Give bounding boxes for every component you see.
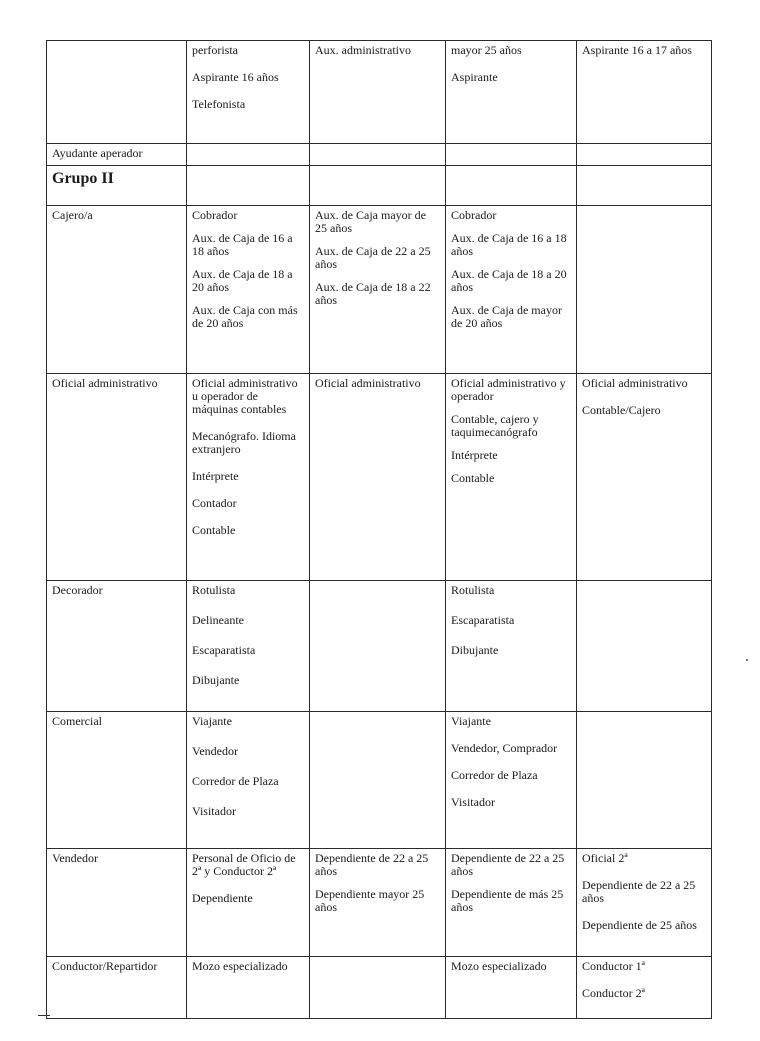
category-cell: Vendedor xyxy=(47,849,187,957)
cell-item-list xyxy=(451,960,571,973)
scan-mark xyxy=(38,1015,50,1016)
list-item: Conductor 1ª xyxy=(582,959,645,973)
list-item: Contador xyxy=(192,496,237,510)
table-cell-col-4 xyxy=(446,849,577,957)
table-cell-col-4 xyxy=(446,957,577,1019)
cell-item-list xyxy=(582,44,706,57)
category-cell: Oficial administrativo xyxy=(47,374,187,581)
table-cell-col-2 xyxy=(187,374,310,581)
table-cell-col-5 xyxy=(577,849,712,957)
table-cell-col-2 xyxy=(187,712,310,849)
cell-item-list xyxy=(315,377,440,390)
list-item: Aux. de Caja de 16 a 18 años xyxy=(451,231,567,258)
list-item: Oficial 2ª xyxy=(582,851,628,865)
table-cell-col-4 xyxy=(446,144,577,166)
table-cell-col-3 xyxy=(310,206,446,374)
list-item: Aspirante 16 años xyxy=(192,70,279,84)
table-cell-col-3 xyxy=(310,712,446,849)
list-item: Mecanógrafo. Idioma extranjero xyxy=(192,429,296,456)
table-row xyxy=(47,144,712,166)
list-item: Aux. administrativo xyxy=(315,43,411,57)
table-cell-col-3 xyxy=(310,957,446,1019)
list-item: Visitador xyxy=(192,804,236,818)
list-item: mayor 25 años xyxy=(451,43,522,57)
list-item: Aux. de Caja de 18 a 20 años xyxy=(451,267,567,294)
list-item: Oficial administrativo xyxy=(315,376,421,390)
table-cell-col-3 xyxy=(310,166,446,206)
list-item: Dependiente mayor 25 años xyxy=(315,887,425,914)
cell-item-list xyxy=(451,584,571,657)
table-cell-col-3 xyxy=(310,41,446,144)
cell-item-list xyxy=(582,960,706,1000)
cell-item-list xyxy=(192,715,304,818)
list-item: perforista xyxy=(192,43,238,57)
list-item: Cobrador xyxy=(192,208,238,222)
list-item: Rotulista xyxy=(192,583,236,597)
table-cell-col-5 xyxy=(577,374,712,581)
list-item: Contable, cajero y taquimecanógrafo xyxy=(451,412,539,439)
category-cell: Decorador xyxy=(47,581,187,712)
list-item: Oficial administrativo y operador xyxy=(451,376,566,403)
cell-item-list xyxy=(192,44,304,111)
list-item: Dependiente de 22 a 25 años xyxy=(582,878,696,905)
cell-item-list xyxy=(192,852,304,905)
list-item: Contable/Cajero xyxy=(582,403,661,417)
table-cell-col-5 xyxy=(577,144,712,166)
list-item: Dependiente xyxy=(192,891,253,905)
table-row xyxy=(47,374,712,581)
list-item: Corredor de Plaza xyxy=(451,768,538,782)
list-item: Aux. de Caja de mayor de 20 años xyxy=(451,303,562,330)
list-item: Mozo especializado xyxy=(192,959,288,973)
cell-item-list xyxy=(315,209,440,307)
table-row xyxy=(47,206,712,374)
list-item: Vendedor, Comprador xyxy=(451,741,558,755)
list-item: Aux. de Caja de 18 a 20 años xyxy=(192,267,293,294)
list-item: Mozo especializado xyxy=(451,959,547,973)
list-item: Delineante xyxy=(192,613,244,627)
list-item: Personal de Oficio de 2ª y Conductor 2ª xyxy=(192,851,296,878)
category-cell: Conductor/Repartidor xyxy=(47,957,187,1019)
table-cell-col-2 xyxy=(187,581,310,712)
table-row xyxy=(47,712,712,849)
list-item: Oficial administrativo xyxy=(582,376,688,390)
list-item: Aux. de Caja mayor de 25 años xyxy=(315,208,426,235)
table-row xyxy=(47,166,712,206)
table-cell-col-3 xyxy=(310,144,446,166)
list-item: Escaparatista xyxy=(451,613,515,627)
scan-speck xyxy=(746,659,748,661)
list-item: Dependiente de 22 a 25 años xyxy=(451,851,565,878)
cell-item-list xyxy=(192,209,304,330)
category-cell: Ayudante aperador xyxy=(47,144,187,166)
table-row xyxy=(47,957,712,1019)
list-item: Aux. de Caja de 18 a 22 años xyxy=(315,280,431,307)
list-item: Dependiente de 25 años xyxy=(582,918,697,932)
list-item: Rotulista xyxy=(451,583,495,597)
table-cell-col-4 xyxy=(446,41,577,144)
table-cell-col-5 xyxy=(577,41,712,144)
table-cell-col-2 xyxy=(187,144,310,166)
list-item: Cobrador xyxy=(451,208,497,222)
table-cell-col-5 xyxy=(577,957,712,1019)
cell-item-list xyxy=(192,377,304,537)
table-cell-col-4 xyxy=(446,581,577,712)
cell-item-list xyxy=(582,852,706,932)
cell-item-list xyxy=(451,715,571,809)
table-cell-col-3 xyxy=(310,849,446,957)
list-item: Contable xyxy=(451,471,495,485)
table-row xyxy=(47,849,712,957)
table-cell-col-2 xyxy=(187,849,310,957)
list-item: Contable xyxy=(192,523,236,537)
list-item: Aux. de Caja con más de 20 años xyxy=(192,303,298,330)
list-item: Dependiente de 22 a 25 años xyxy=(315,851,429,878)
table-cell-col-4 xyxy=(446,374,577,581)
table-cell-col-2 xyxy=(187,166,310,206)
list-item: Intérprete xyxy=(192,469,239,483)
list-item: Visitador xyxy=(451,795,495,809)
cell-item-list xyxy=(451,209,571,330)
list-item: Dibujante xyxy=(192,673,240,687)
table-cell-col-3 xyxy=(310,374,446,581)
list-item: Aspirante xyxy=(451,70,498,84)
category-cell: Comercial xyxy=(47,712,187,849)
cell-item-list xyxy=(192,584,304,687)
table-cell-col-2 xyxy=(187,206,310,374)
cell-item-list xyxy=(451,377,571,485)
list-item: Viajante xyxy=(192,714,232,728)
list-item: Dibujante xyxy=(451,643,499,657)
table-cell-col-2 xyxy=(187,41,310,144)
table-cell-col-5 xyxy=(577,166,712,206)
list-item: Intérprete xyxy=(451,448,498,462)
cell-item-list xyxy=(451,852,571,914)
table-cell-col-5 xyxy=(577,581,712,712)
cell-item-list xyxy=(582,377,706,417)
cell-item-list xyxy=(451,44,571,84)
list-item: Conductor 2ª xyxy=(582,986,645,1000)
list-item: Dependiente de más 25 años xyxy=(451,887,564,914)
table-cell-col-3 xyxy=(310,581,446,712)
list-item: Vendedor xyxy=(192,744,238,758)
table-cell-col-5 xyxy=(577,712,712,849)
table-row xyxy=(47,41,712,144)
cell-item-list xyxy=(315,44,440,57)
list-item: Corredor de Plaza xyxy=(192,774,279,788)
table-cell-col-5 xyxy=(577,206,712,374)
list-item: Aux. de Caja de 22 a 25 años xyxy=(315,244,431,271)
list-item: Aux. de Caja de 16 a 18 años xyxy=(192,231,293,258)
cell-item-list xyxy=(315,852,440,914)
category-cell: Cajero/a xyxy=(47,206,187,374)
table-cell-col-4 xyxy=(446,712,577,849)
table-cell-col-4 xyxy=(446,206,577,374)
list-item: Aspirante 16 a 17 años xyxy=(582,43,692,57)
list-item: Oficial administrativo u operador de máquinas contables xyxy=(192,376,298,416)
list-item: Telefonista xyxy=(192,97,246,111)
table-row xyxy=(47,581,712,712)
category-equivalence-table xyxy=(46,40,712,1019)
cell-item-list xyxy=(192,960,304,973)
list-item: Escaparatista xyxy=(192,643,256,657)
table-cell-col-2 xyxy=(187,957,310,1019)
group-heading: Grupo II xyxy=(47,166,187,206)
category-cell xyxy=(47,41,187,144)
table-cell-col-4 xyxy=(446,166,577,206)
list-item: Viajante xyxy=(451,714,491,728)
